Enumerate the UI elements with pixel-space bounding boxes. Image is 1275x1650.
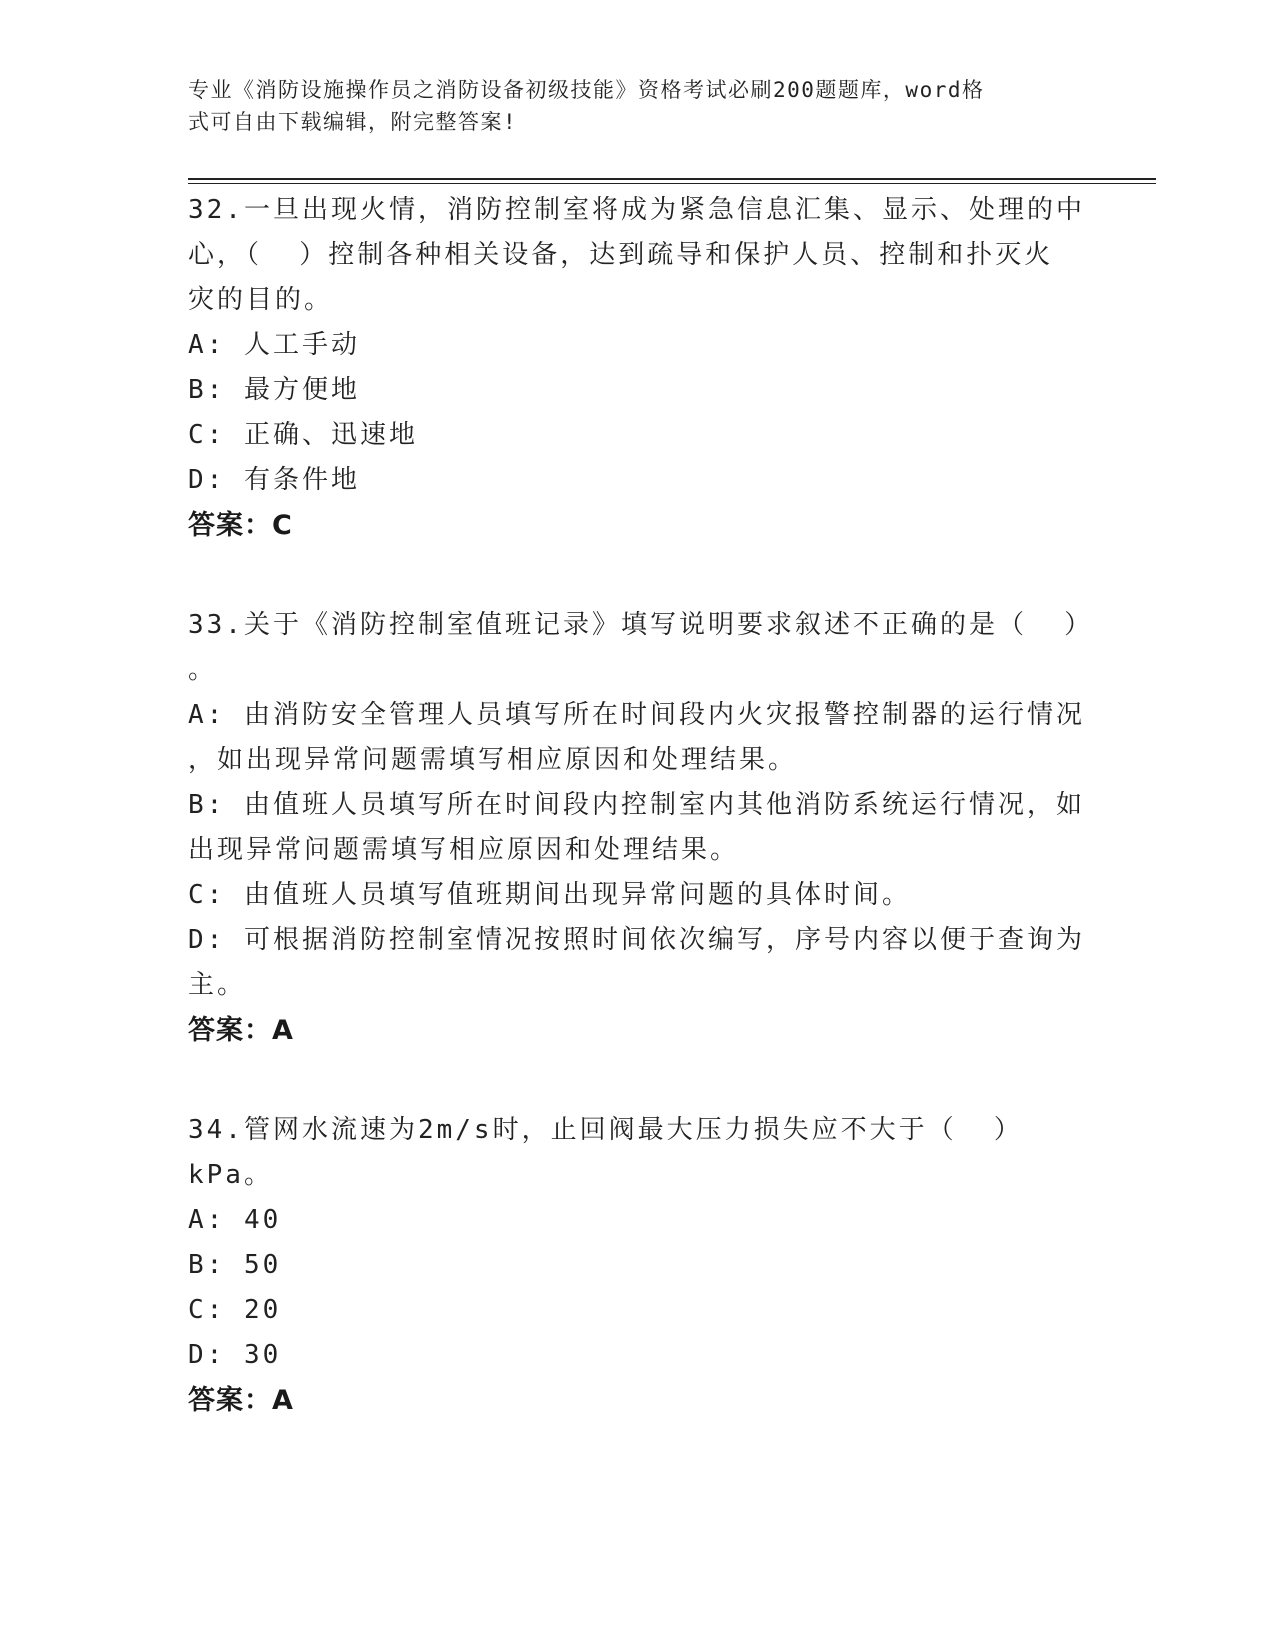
option-b: B: 最方便地 [188,375,360,405]
question-33 [188,603,1094,1053]
option-c: C: 20 [188,1295,282,1325]
question-stem-line: 32.一旦出现火情，消防控制室将成为紧急信息汇集、显示、处理的中 [188,195,1085,225]
option-b: B: 50 [188,1250,282,1280]
header-line-2: 式可自由下载编辑，附完整答案! [188,110,518,134]
header-line-1: 专业《消防设施操作员之消防设备初级技能》资格考试必刷200题题库，word格 [188,78,985,102]
answer-label: 答案：A [188,1385,294,1416]
option-c: C: 由值班人员填写值班期间出现异常问题的具体时间。 [188,880,911,910]
question-stem-line: 。 [188,655,218,685]
question-stem-line: 灾的目的。 [188,285,334,315]
question-stem-line: 33.关于《消防控制室值班记录》填写说明要求叙述不正确的是（ ） [188,610,1094,640]
answer-label: 答案：C [188,510,293,541]
header-rule-thick [188,178,1156,180]
option-a: A: 由消防安全管理人员填写所在时间段内火灾报警控制器的运行情况 [188,700,1085,730]
question-34 [188,1108,1088,1423]
option-a: A: 人工手动 [188,330,360,360]
option-d: D: 有条件地 [188,465,360,495]
question-list [188,188,1094,1423]
document-header [188,74,1068,138]
option-c: C: 正确、迅速地 [188,420,418,450]
question-32 [188,188,1088,548]
option-b-cont: 出现异常问题需填写相应原因和处理结果。 [188,835,740,865]
question-stem-line: 34.管网水流速为2m/s时，止回阀最大压力损失应不大于（ ）kPa。 [188,1115,1023,1190]
option-a-cont: ，如出现异常问题需填写相应原因和处理结果。 [188,745,798,775]
header-rule-thin [188,183,1156,184]
option-a: A: 40 [188,1205,282,1235]
option-d: D: 可根据消防控制室情况按照时间依次编写，序号内容以便于查询为 [188,925,1085,955]
option-d-cont: 主。 [188,970,247,1000]
question-spacer [188,1053,1088,1108]
question-stem-line: 心，（ ）控制各种相关设备，达到疏导和保护人员、控制和扑灭火 [188,240,1054,270]
answer-label: 答案：A [188,1015,294,1046]
option-d: D: 30 [188,1340,282,1370]
question-spacer [188,548,1088,603]
option-b: B: 由值班人员填写所在时间段内控制室内其他消防系统运行情况，如 [188,790,1085,820]
